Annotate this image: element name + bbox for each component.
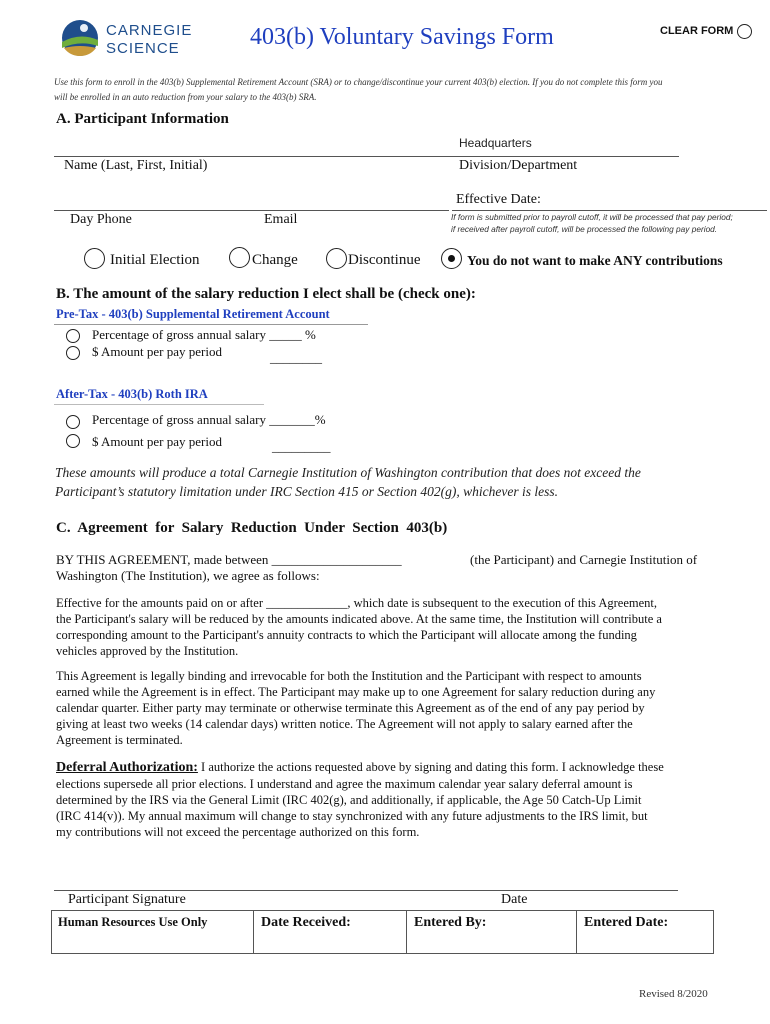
- section-b-heading: B. The amount of the salary reduction I elect shall be (check one):: [56, 286, 476, 302]
- agreement-paragraph-2: [56, 668, 746, 748]
- hr-divider-3: [576, 910, 577, 954]
- clear-form-circle-icon: [737, 24, 752, 39]
- para3-line-5: my contributions will not exceed the percentage authorized on this form.: [56, 825, 420, 839]
- pretax-amount-blank[interactable]: ________: [270, 350, 322, 365]
- effective-note-line-2: if received after payroll cutoff, will be processed the following pay period.: [451, 224, 718, 234]
- agreement-line-2: Washington (The Institution), we agree as follows:: [56, 568, 320, 583]
- para1-line-2: the Participant's salary will be reduced by the amounts indicated above. At the same time, the Institution will contribute a: [56, 612, 662, 626]
- hr-divider-2: [406, 910, 407, 954]
- para2-line-3: calendar quarter. Either party may terminate or otherwise terminate this Agreement as of the end of any pay period by: [56, 701, 645, 715]
- aftertax-percentage-radio[interactable]: [66, 415, 80, 429]
- logo: [60, 14, 200, 64]
- signature-date-label: Date: [501, 892, 528, 907]
- phone-email-field-line[interactable]: [54, 210, 449, 211]
- para2-line-5: Agreement is terminated.: [56, 733, 183, 747]
- pretax-percentage-radio[interactable]: [66, 329, 80, 343]
- clear-form-button[interactable]: [660, 22, 752, 40]
- aftertax-amount-blank[interactable]: _________: [272, 439, 331, 454]
- agreement-paragraph-1: [56, 595, 746, 659]
- agreement-line-1a: BY THIS AGREEMENT, made between ____________________: [56, 552, 402, 567]
- day-phone-label: Day Phone: [70, 212, 132, 227]
- change-radio[interactable]: [229, 247, 250, 268]
- pretax-title: Pre-Tax - 403(b) Supplemental Retirement Account: [56, 307, 330, 321]
- intro-text: [54, 75, 754, 105]
- para3-line-4: (IRC 414(v)). My annual maximum will change to stay synchronized with any future adjustments to the IRS limit, but: [56, 809, 648, 823]
- effective-note-line-1: If form is submitted prior to payroll cutoff, it will be processed that pay period;: [451, 212, 733, 222]
- section-b-note: [55, 463, 765, 501]
- effective-date-note: [451, 211, 770, 235]
- deferral-paragraph: [56, 759, 756, 840]
- para3-line-1: [56, 759, 756, 776]
- para1-line-1: Effective for the amounts paid on or after _____________, which date is subsequent to the execution of this Agreement,: [56, 596, 658, 610]
- date-received-label[interactable]: Date Received:: [261, 915, 351, 930]
- name-label: Name (Last, First, Initial): [64, 158, 208, 173]
- deferral-title: Deferral Authorization:: [56, 760, 198, 775]
- para2-line-2: earned while the Agreement is in effect. The Participant may make up to one Agreement for salary reduction during any: [56, 685, 656, 699]
- signature-field-line[interactable]: [54, 890, 678, 891]
- entered-by-label[interactable]: Entered By:: [414, 915, 487, 930]
- pretax-percentage-label: Percentage of gross annual salary _____ %: [92, 327, 316, 342]
- pretax-amount-label: $ Amount per pay period: [92, 344, 222, 359]
- carnegie-logo-icon: [60, 18, 100, 58]
- para3-line-3: determined by the IRS via the General Limit (IRC 402(g), and additionally, if applicable, the Age 50 Catch-Up Limit: [56, 793, 642, 807]
- para1-line-4: vehicles approved by the Institution.: [56, 644, 239, 658]
- hr-use-only-label: Human Resources Use Only: [58, 915, 208, 929]
- aftertax-amount-radio[interactable]: [66, 434, 80, 448]
- aftertax-title-line: [54, 404, 264, 405]
- entered-date-label[interactable]: Entered Date:: [584, 915, 669, 930]
- discontinue-label: Discontinue: [348, 252, 421, 268]
- para2-line-4: giving at least two weeks (14 calendar days) written notice. The Agreement will not apply to salary earned after the: [56, 717, 633, 731]
- para1-line-3: corresponding amount to the Participant's annuity contracts to which the Participant will allocate among the funding: [56, 628, 637, 642]
- revised-date: Revised 8/2020: [639, 988, 708, 1000]
- logo-line1: CARNEGIE: [106, 22, 193, 39]
- clear-form-label: CLEAR FORM: [660, 25, 734, 37]
- hr-divider-1: [253, 910, 254, 954]
- aftertax-amount-label: $ Amount per pay period: [92, 434, 222, 449]
- aftertax-percentage-label: Percentage of gross annual salary _______%: [92, 412, 326, 427]
- para2-line-1: This Agreement is legally binding and irrevocable for both the Institution and the Participant with respect to amounts: [56, 669, 642, 683]
- aftertax-title: After-Tax - 403(b) Roth IRA: [56, 387, 208, 401]
- section-a-heading: A. Participant Information: [56, 111, 229, 127]
- name-field-line[interactable]: [54, 156, 679, 157]
- initial-election-radio[interactable]: [84, 248, 105, 269]
- para3-first: I authorize the actions requested above by signing and dating this form. I acknowledge these: [197, 760, 664, 774]
- initial-election-label: Initial Election: [110, 252, 200, 268]
- email-label: Email: [264, 212, 298, 227]
- pretax-title-line: [54, 324, 368, 325]
- logo-line2: SCIENCE: [106, 40, 180, 57]
- effective-date-label: Effective Date:: [456, 192, 541, 207]
- headquarters-value: Headquarters: [459, 136, 532, 150]
- no-contributions-label: You do not want to make ANY contributions: [467, 253, 723, 268]
- para3-line-2: elections supersede all prior elections. I understand and agree the maximum calendar year salary deferral amount is: [56, 777, 633, 791]
- pretax-amount-radio[interactable]: [66, 346, 80, 360]
- section-b-note-line-2: Participant’s statutory limitation under IRC Section 415 or Section 402(g), whichever is less.: [55, 484, 558, 499]
- agreement-line-1b: (the Participant) and Carnegie Institution of: [470, 552, 698, 567]
- section-c-heading: C. Agreement for Salary Reduction Under Section 403(b): [56, 520, 448, 536]
- discontinue-radio[interactable]: [326, 248, 347, 269]
- intro-line-1: Use this form to enroll in the 403(b) Supplemental Retirement Account (SRA) or to change/discontinue your current 403(b) election. If you do not complete this form you: [54, 77, 663, 87]
- page-title: 403(b) Voluntary Savings Form: [250, 24, 554, 50]
- change-label: Change: [252, 252, 298, 268]
- no-contributions-radio[interactable]: [441, 248, 462, 269]
- section-b-note-line-1: These amounts will produce a total Carnegie Institution of Washington contribution that does not exceed the: [55, 465, 641, 480]
- intro-line-2: will be enrolled in an auto reduction from your salary to the 403(b) SRA.: [54, 92, 317, 102]
- participant-signature-label: Participant Signature: [68, 892, 186, 907]
- division-label: Division/Department: [459, 158, 578, 173]
